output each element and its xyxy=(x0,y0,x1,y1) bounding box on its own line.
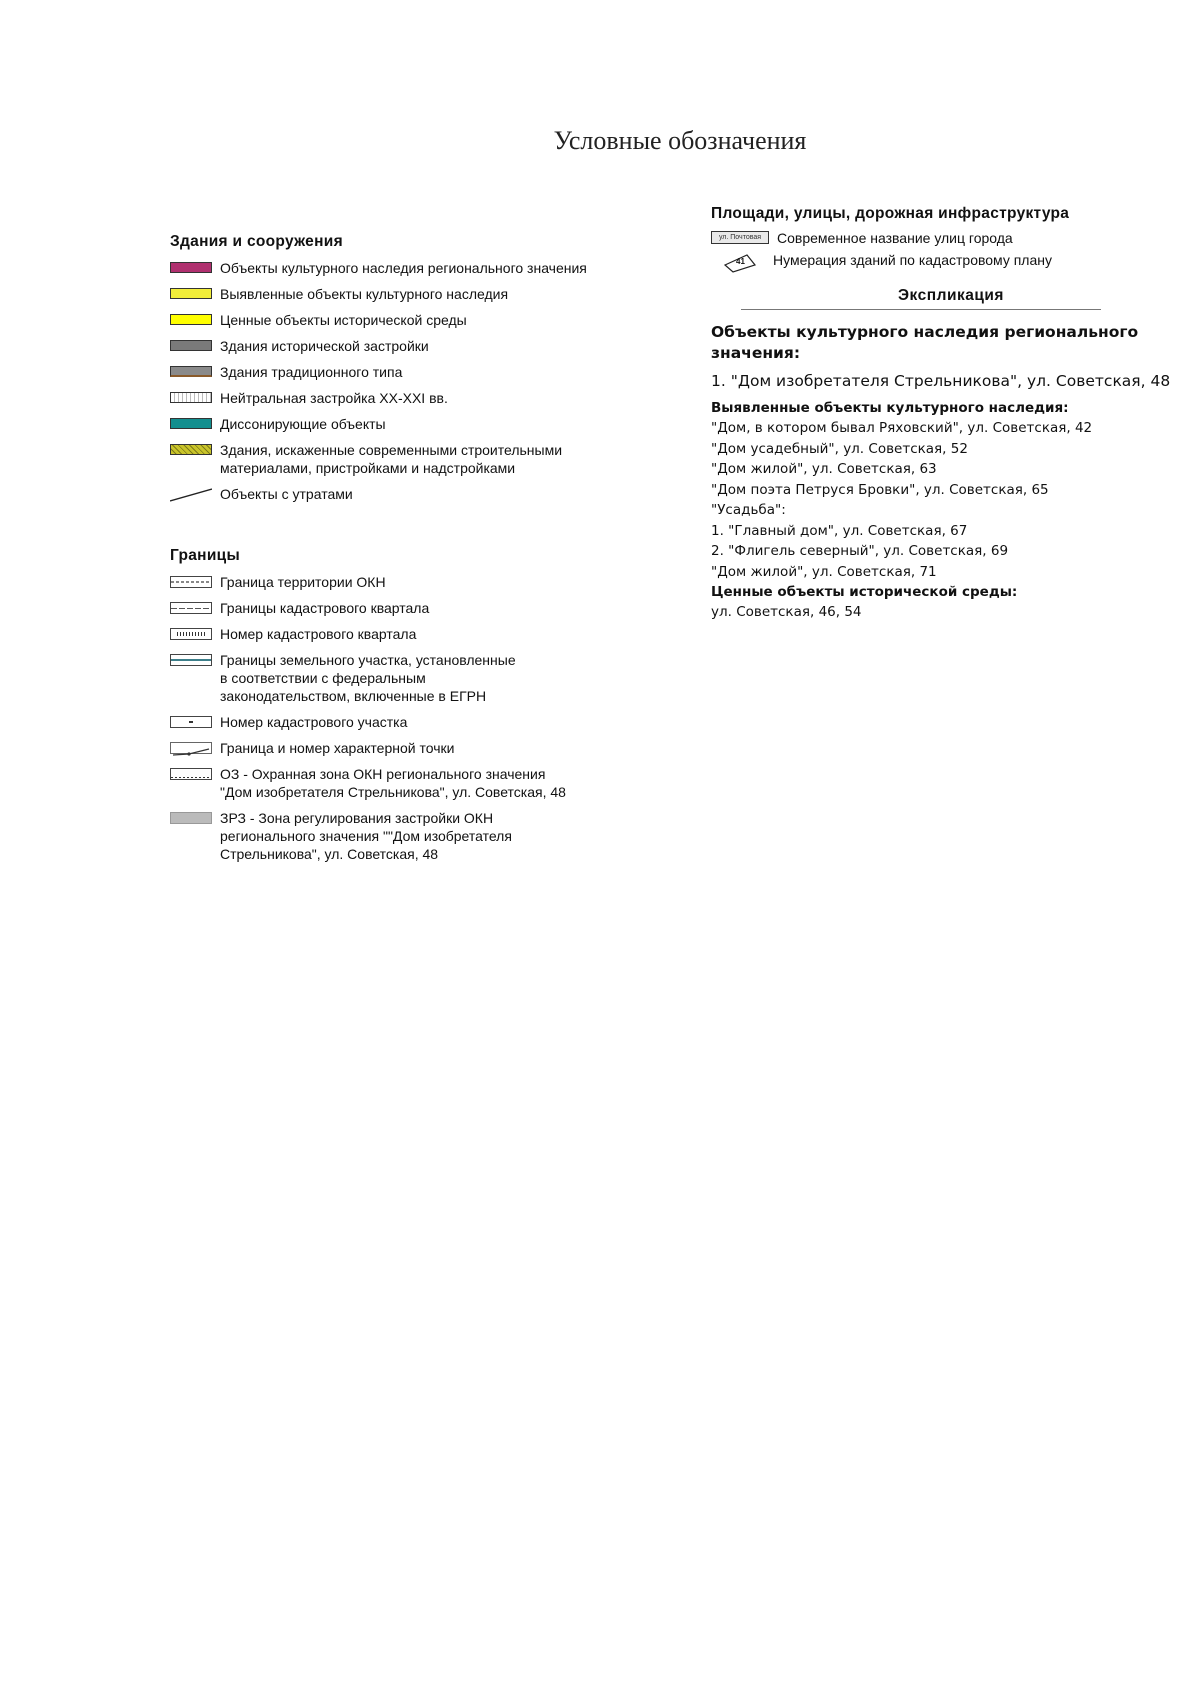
dissonant-objects-swatch xyxy=(170,418,212,429)
characteristic-point-icon xyxy=(170,742,212,754)
legend-label: Граница и номер характерной точки xyxy=(220,740,455,756)
traditional-buildings-swatch xyxy=(170,366,212,377)
distorted-buildings-swatch xyxy=(170,444,212,455)
legend-item-land-plot xyxy=(170,651,650,705)
historic-buildings-swatch xyxy=(170,340,212,351)
boundaries-heading: Границы xyxy=(170,547,241,564)
identified-item: "Дом, в котором бывал Ряховский", ул. Советская, 42 xyxy=(711,420,1093,436)
legend-label: Номер кадастрового участка xyxy=(220,714,408,730)
development-regulation-zone-icon xyxy=(170,812,212,824)
point-line-icon xyxy=(171,747,211,757)
legend-item-neutral xyxy=(170,389,650,407)
legend-item-cadastral-plot-number xyxy=(170,713,650,731)
building-number-icon xyxy=(723,251,765,273)
street-name-icon: ул. Почтовая xyxy=(711,231,769,244)
legend-item-characteristic-point xyxy=(170,739,650,757)
legend-label: Границы кадастрового квартала xyxy=(220,600,430,616)
legend-label: Границы земельного участка, установленные в соответствии с федеральным законодательством, включенные в ЕГРН xyxy=(220,652,516,704)
identified-item: "Дом жилой", ул. Советская, 71 xyxy=(711,563,937,580)
legend-item-dissonant xyxy=(170,415,650,433)
legend-label: Выявленные объекты культурного наследия xyxy=(220,286,509,302)
legend-item-street-name xyxy=(711,229,1181,247)
identified-heading: Выявленные объекты культурного наследия: xyxy=(711,400,1069,416)
legend-item-cadastral-block-number xyxy=(170,625,650,643)
heritage-heading: Объекты культурного наследия регионального значения: xyxy=(711,323,1139,362)
infrastructure-heading: Площади, улицы, дорожная инфраструктура xyxy=(711,205,1070,222)
identified-item: "Дом поэта Петруся Бровки", ул. Советская, 65 xyxy=(711,481,1049,498)
legend-label: Граница территории ОКН xyxy=(220,574,386,590)
legend-item-regulation-zone xyxy=(170,809,650,863)
legend-label: Нейтральная застройка XX-XXI вв. xyxy=(220,390,448,406)
legend-label: ОЗ - Охранная зона ОКН регионального значения "Дом изобретателя Стрельникова", ул. Советская, 48 xyxy=(220,766,566,800)
legend-item-building-number xyxy=(711,251,1181,273)
legend-item-heritage-territory xyxy=(170,573,650,591)
legend-label: Диссонирующие объекты xyxy=(220,416,386,432)
legend-label: Здания исторической застройки xyxy=(220,338,429,354)
identified-item: 1. "Главный дом", ул. Советская, 67 xyxy=(711,522,968,539)
lost-objects-swatch xyxy=(170,488,212,499)
land-plot-boundary-icon xyxy=(170,654,212,666)
protection-zone-icon xyxy=(170,768,212,780)
legend-item-cadastral-block xyxy=(170,599,650,617)
legend-item-traditional xyxy=(170,363,650,381)
diagonal-line-icon xyxy=(170,488,212,502)
cadastral-plot-number-icon xyxy=(170,716,212,728)
legend-label: Нумерация зданий по кадастровому плану xyxy=(773,252,1052,268)
legend-item-heritage-regional xyxy=(170,259,650,277)
legend-label: Ценные объекты исторической среды xyxy=(220,312,467,328)
valuable-heading: Ценные объекты исторической среды: xyxy=(711,584,1018,600)
legend-label: Современное название улиц города xyxy=(777,230,1013,246)
neutral-buildings-swatch xyxy=(170,392,212,403)
legend-item-historic xyxy=(170,337,650,355)
buildings-heading: Здания и сооружения xyxy=(170,233,343,250)
identified-item: "Дом усадебный", ул. Советская, 52 xyxy=(711,440,968,457)
cadastral-block-boundary-icon xyxy=(170,602,212,614)
valuable-item: ул. Советская, 46, 54 xyxy=(711,604,862,620)
building-number-sample: 41 xyxy=(736,257,745,266)
identified-heritage-swatch xyxy=(170,288,212,299)
identified-item: "Усадьба": xyxy=(711,502,786,518)
explication-divider xyxy=(741,309,1101,310)
legend-label: Номер кадастрового квартала xyxy=(220,626,417,642)
legend-item-valuable xyxy=(170,311,650,329)
identified-item: "Дом жилой", ул. Советская, 63 xyxy=(711,461,937,477)
explication-title: Экспликация xyxy=(898,287,1004,304)
legend-left-column xyxy=(170,233,650,871)
legend-item-distorted xyxy=(170,441,650,477)
legend-item-protection-zone xyxy=(170,765,650,801)
legend-label: Здания традиционного типа xyxy=(220,364,403,380)
heritage-territory-boundary-icon xyxy=(170,576,212,588)
page-title: Условные обозначения xyxy=(553,126,807,155)
legend-item-lost xyxy=(170,485,650,503)
cadastral-block-number-icon xyxy=(170,628,212,640)
legend-label: ЗРЗ - Зона регулирования застройки ОКН регионального значения ""Дом изобретателя Стрельникова", ул. Советская, 48 xyxy=(220,810,512,862)
heritage-regional-swatch xyxy=(170,262,212,273)
legend-label: Объекты культурного наследия регионального значения xyxy=(220,260,587,276)
legend-right-column xyxy=(711,205,1181,623)
legend-label: Здания, искаженные современными строительными материалами, пристройками и надстройками xyxy=(220,442,563,476)
valuable-objects-swatch xyxy=(170,314,212,325)
heritage-item: 1. "Дом изобретателя Стрельникова", ул. Советская, 48 xyxy=(711,372,1171,390)
identified-item: 2. "Флигель северный", ул. Советская, 69 xyxy=(711,543,1009,559)
legend-label: Объекты с утратами xyxy=(220,486,353,502)
legend-item-identified-heritage xyxy=(170,285,650,303)
